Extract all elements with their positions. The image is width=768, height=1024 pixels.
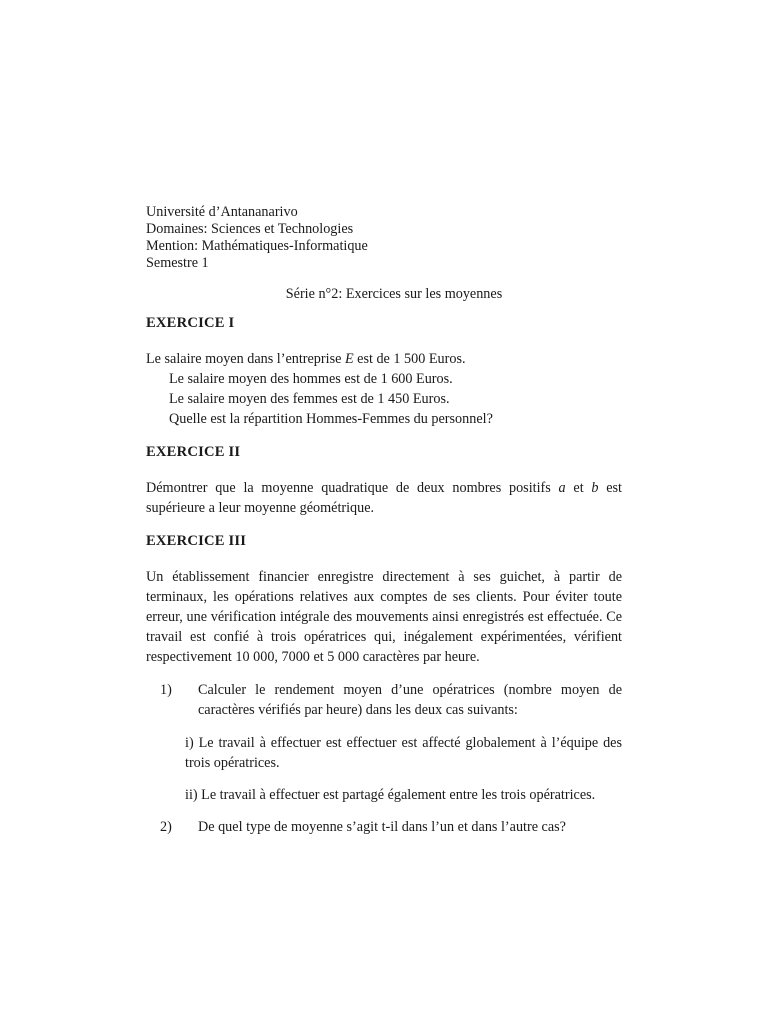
exercise-2-body: Démontrer que la moyenne quadratique de deux nombres positifs a et b est supérieure a leur moyenne géométrique. xyxy=(146,480,622,516)
sub-question-i xyxy=(185,733,622,773)
sub-question-i-text: Le travail à effectuer est effectuer est affecté globalement à l’équipe des trois opératrices. xyxy=(185,735,622,771)
semester-line: Semestre 1 xyxy=(146,255,209,271)
question-1-text: Calculer le rendement moyen d’une opératrices (nombre moyen de caractères vérifiés par heure) dans les deux cas suivants: xyxy=(198,682,622,718)
sub-question-i-number: i) xyxy=(185,735,194,751)
question-1-number: 1) xyxy=(160,682,172,698)
series-title: Série n°2: Exercices sur les moyennes xyxy=(285,286,503,302)
variable-b: b xyxy=(591,480,599,496)
exercise-3 xyxy=(146,533,622,837)
exercise-2-heading: EXERCICE II xyxy=(146,444,241,460)
variable-e: E xyxy=(344,351,354,367)
sub-question-ii xyxy=(185,785,622,805)
exercise-1-line-3: Le salaire moyen des femmes est de 1 450 Euros. xyxy=(169,391,450,407)
question-list xyxy=(146,680,622,837)
mention-line: Mention: Mathématiques-Informatique xyxy=(146,238,368,254)
university-name: Université d’Antananarivo xyxy=(146,204,298,220)
exercise-1 xyxy=(146,315,622,429)
exercise-3-intro: Un établissement financier enregistre directement à ses guichet, à partir de terminaux, les opérations relatives aux comptes de ses clients. Pour éviter toute erreur, une vérification intégrale des mouvements ainsi enregistrés est effectuée. Ce travail est confié à trois opératrices qui, inégalement expérimentées, vérifient respectivement 10 000, 7000 et 5 000 caractères par heure. xyxy=(146,569,622,665)
exercise-1-line-1: Le salaire moyen dans l’entreprise E est de 1 500 Euros. xyxy=(146,351,466,367)
question-1 xyxy=(146,680,622,720)
domain-line: Domaines: Sciences et Technologies xyxy=(146,221,354,237)
sub-question-ii-number: ii) xyxy=(185,787,198,803)
sub-question-ii-text: Le travail à effectuer est partagé également entre les trois opératrices. xyxy=(201,787,596,803)
document-header xyxy=(146,204,622,272)
exercise-1-line-4: Quelle est la répartition Hommes-Femmes du personnel? xyxy=(169,411,493,427)
exercise-1-heading: EXERCICE I xyxy=(146,315,235,331)
exercise-1-body xyxy=(146,349,622,429)
variable-a: a xyxy=(558,480,566,496)
document-page xyxy=(146,204,622,850)
question-2 xyxy=(146,817,622,837)
question-2-text: De quel type de moyenne s’agit t-il dans l’un et dans l’autre cas? xyxy=(198,819,566,835)
question-2-number: 2) xyxy=(160,819,172,835)
exercise-1-line-2: Le salaire moyen des hommes est de 1 600 Euros. xyxy=(169,371,453,387)
exercise-2 xyxy=(146,444,622,518)
exercise-3-heading: EXERCICE III xyxy=(146,533,247,549)
